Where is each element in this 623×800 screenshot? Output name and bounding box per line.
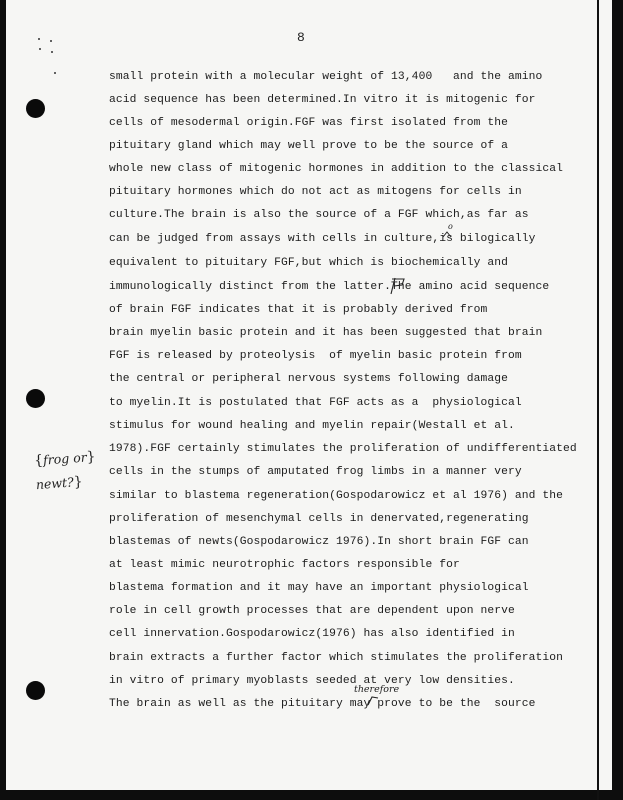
text-line: culture.The brain is also the source of a FGF which,as far as — [109, 209, 529, 221]
text-line: pituitary hormones which do not act as mitogens for cells in — [109, 186, 522, 198]
page-number: 8 — [297, 30, 305, 45]
text-line: of brain FGF indicates that it is probably derived from — [109, 304, 488, 316]
margin-note-handwritten: {frog or} newt?} — [33, 448, 97, 493]
text-line: The brain as well as the pituitary may prove to be the source — [109, 698, 536, 710]
text-line: in vitro of primary myoblasts seeded at very low densities. — [109, 675, 515, 687]
page-border-rule — [597, 0, 599, 800]
text-line: brain extracts a further factor which stimulates the proliferation — [109, 652, 564, 664]
document-page — [6, 0, 612, 790]
handwritten-insert-o: o — [448, 222, 453, 231]
punch-hole — [26, 681, 45, 700]
text-line: similar to blastema regeneration(Gospodarowicz et al 1976) and the — [109, 490, 564, 502]
handwritten-insert-therefore: therefore — [354, 684, 400, 695]
text-line: to myelin.It is postulated that FGF acts as a physiological — [109, 397, 522, 409]
text-line: cell innervation.Gospodarowicz(1976) has also identified in — [109, 628, 515, 640]
text-line: 1978).FGF certainly stimulates the proliferation of undifferentiated — [109, 443, 577, 455]
text-line: the central or peripheral nervous systems following damage — [109, 373, 508, 385]
text-line: cells in the stumps of amputated frog limbs in a manner very — [109, 466, 522, 478]
text-line: whole new class of mitogenic hormones in addition to the classical — [109, 163, 564, 175]
margin-note-line-2: newt? — [35, 474, 75, 493]
text-line: brain myelin basic protein and it has been suggested that brain — [109, 327, 543, 339]
text-line: stimulus for wound healing and myelin repair(Westall et al. — [109, 420, 515, 432]
text-line: proliferation of mesenchymal cells in denervated,regenerating — [109, 513, 529, 525]
punch-hole — [26, 389, 45, 408]
text-line: blastemas of newts(Gospodarowicz 1976).In short brain FGF can — [109, 536, 529, 548]
text-line: blastema formation and it may have an important physiological — [109, 582, 529, 594]
text-line: small protein with a molecular weight of 13,400 and the amino — [109, 71, 543, 83]
punch-hole — [26, 99, 45, 118]
text-line: at least mimic neurotrophic factors responsible for — [109, 559, 460, 571]
text-line: cells of mesodermal origin.FGF was first isolated from the — [109, 117, 508, 129]
text-line: acid sequence has been determined.In vitro it is mitogenic for — [109, 94, 536, 106]
text-line: immunologically distinct from the latter.The amino acid sequence — [109, 281, 550, 293]
text-line: FGF is released by proteolysis of myelin basic protein from — [109, 350, 522, 362]
ink-specks — [36, 34, 96, 84]
text-line: can be judged from assays with cells in culture,is bilogically — [109, 233, 536, 245]
text-line: equivalent to pituitary FGF,but which is biochemically and — [109, 257, 508, 269]
text-line: role in cell growth processes that are dependent upon nerve — [109, 605, 515, 617]
margin-note-line-1: frog or — [42, 449, 88, 468]
text-line: pituitary gland which may well prove to be the source of a — [109, 140, 508, 152]
